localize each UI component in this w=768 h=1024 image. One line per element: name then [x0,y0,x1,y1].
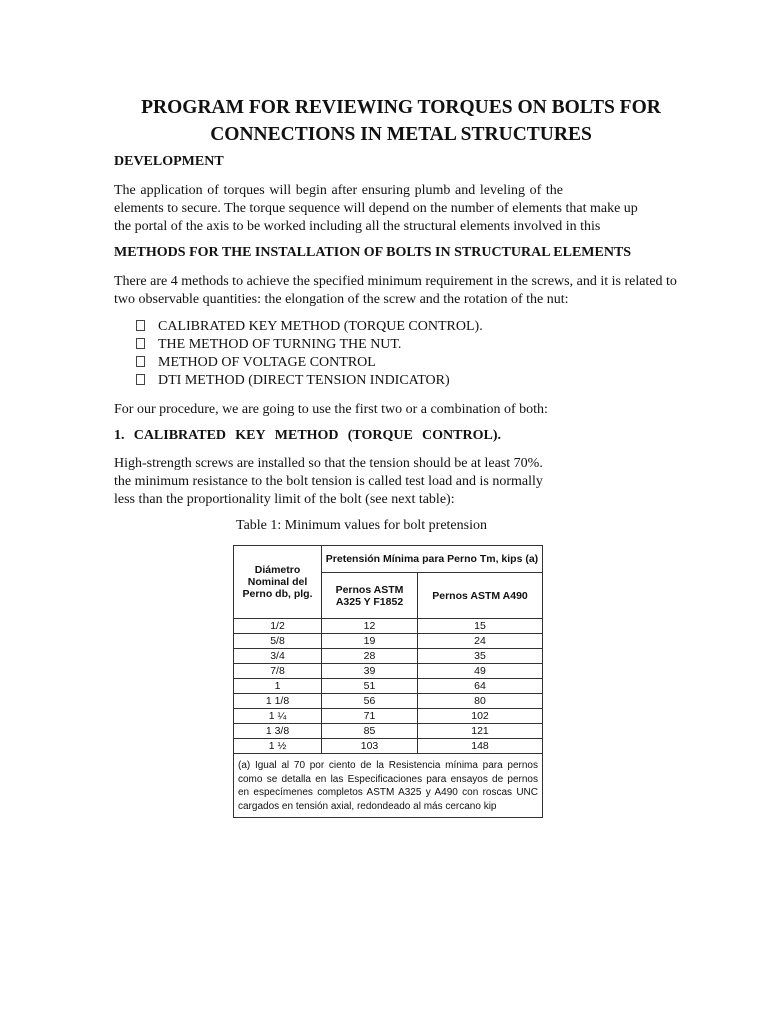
table-caption: Table 1: Minimum values for bolt pretension [236,518,487,533]
list-item [136,372,483,390]
bullet-box-icon [136,338,145,349]
section-1-line-3: less than the proportionality limit of the bolt (see next table): [114,492,455,507]
table-cell: 80 [418,694,543,709]
development-line-2: elements to secure. The torque sequence will depend on the number of elements that make up [114,201,638,216]
table-cell: 1 ¼ [234,709,322,724]
table-body [234,619,543,754]
section-1-word: METHOD [274,428,339,443]
table-row [234,679,543,694]
table-cell: 103 [322,739,418,754]
table-row [234,724,543,739]
development-line-1: The application of torques will begin after ensuring plumb and leveling of the [114,183,563,198]
table-cell: 71 [322,709,418,724]
section-1-word: KEY [235,428,266,443]
table-cell: 24 [418,634,543,649]
table-cell: 1 [234,679,322,694]
methods-list [136,318,483,390]
section-1-line-2: the minimum resistance to the bolt tension is called test load and is normally [114,474,543,489]
table-cell: 102 [418,709,543,724]
table-cell: 39 [322,664,418,679]
table-row [234,739,543,754]
table-cell: 19 [322,634,418,649]
table-row [234,619,543,634]
table-cell: 1/2 [234,619,322,634]
table-cell: 1 1/8 [234,694,322,709]
title-line-1: PROGRAM FOR REVIEWING TORQUES ON BOLTS FOR [141,97,661,118]
list-item [136,318,483,336]
list-item-text: THE METHOD OF TURNING THE NUT. [158,337,402,352]
column-header-a325: Pernos ASTM A325 Y F1852 [322,573,418,619]
table-cell: 28 [322,649,418,664]
column-header-a490: Pernos ASTM A490 [418,573,543,619]
table-row [234,634,543,649]
section-1-word: (TORQUE [347,428,413,443]
table-row [234,664,543,679]
column-header-group: Pretensión Mínima para Perno Tm, kips (a) [322,546,543,573]
methods-heading: METHODS FOR THE INSTALLATION OF BOLTS IN STRUCTURAL ELEMENTS [114,245,632,260]
section-1-line-1: High-strength screws are installed so that the tension should be at least 70%. [114,456,543,471]
table-cell: 5/8 [234,634,322,649]
table-cell: 49 [418,664,543,679]
list-item-text: CALIBRATED KEY METHOD (TORQUE CONTROL). [158,319,483,334]
table-footnote: (a) Igual al 70 por ciento de la Resistencia mínima para pernos como se detalla en las Especificaciones para ensayos de pernos en especímenes completos ASTM A325 y A490 con roscas UNC cargados en tensión axial, redondeado al más cercano kip [233,754,543,818]
section-1-heading [114,428,501,444]
table-cell: 64 [418,679,543,694]
table-cell: 56 [322,694,418,709]
section-1-number: 1. [114,428,125,443]
development-heading: DEVELOPMENT [114,154,224,169]
bolt-pretension-table [233,545,543,818]
procedure-paragraph [114,401,548,419]
bullet-box-icon [136,320,145,331]
table-cell: 12 [322,619,418,634]
table-cell: 51 [322,679,418,694]
list-item-text: METHOD OF VOLTAGE CONTROL [158,355,376,370]
procedure-line: For our procedure, we are going to use the first two or a combination of both: [114,402,548,417]
list-item [136,354,483,372]
table-cell: 35 [418,649,543,664]
table-cell: 1 3/8 [234,724,322,739]
table-cell: 15 [418,619,543,634]
section-1-paragraph [114,455,543,509]
bullet-box-icon [136,356,145,367]
table-row [234,709,543,724]
list-item-text: DTI METHOD (DIRECT TENSION INDICATOR) [158,373,450,388]
section-1-word: CONTROL). [422,428,501,443]
table-grid [233,545,543,754]
methods-intro-line-2: two observable quantities: the elongation of the screw and the rotation of the nut: [114,292,569,307]
methods-intro [114,273,677,309]
table-cell: 7/8 [234,664,322,679]
document-title [100,94,702,148]
development-paragraph [114,182,638,236]
title-line-2: CONNECTIONS IN METAL STRUCTURES [210,124,592,145]
table-cell: 85 [322,724,418,739]
table-cell: 121 [418,724,543,739]
table-row [234,649,543,664]
bullet-box-icon [136,374,145,385]
section-1-word: CALIBRATED [133,428,227,443]
table-row [234,694,543,709]
table-cell: 1 ½ [234,739,322,754]
list-item [136,336,483,354]
development-line-3: the portal of the axis to be worked including all the structural elements involved in this [114,219,601,234]
column-header-diameter: Diámetro Nominal del Perno db, plg. [234,546,322,619]
methods-intro-line-1: There are 4 methods to achieve the specified minimum requirement in the screws, and it is related to [114,274,677,289]
table-cell: 148 [418,739,543,754]
table-cell: 3/4 [234,649,322,664]
